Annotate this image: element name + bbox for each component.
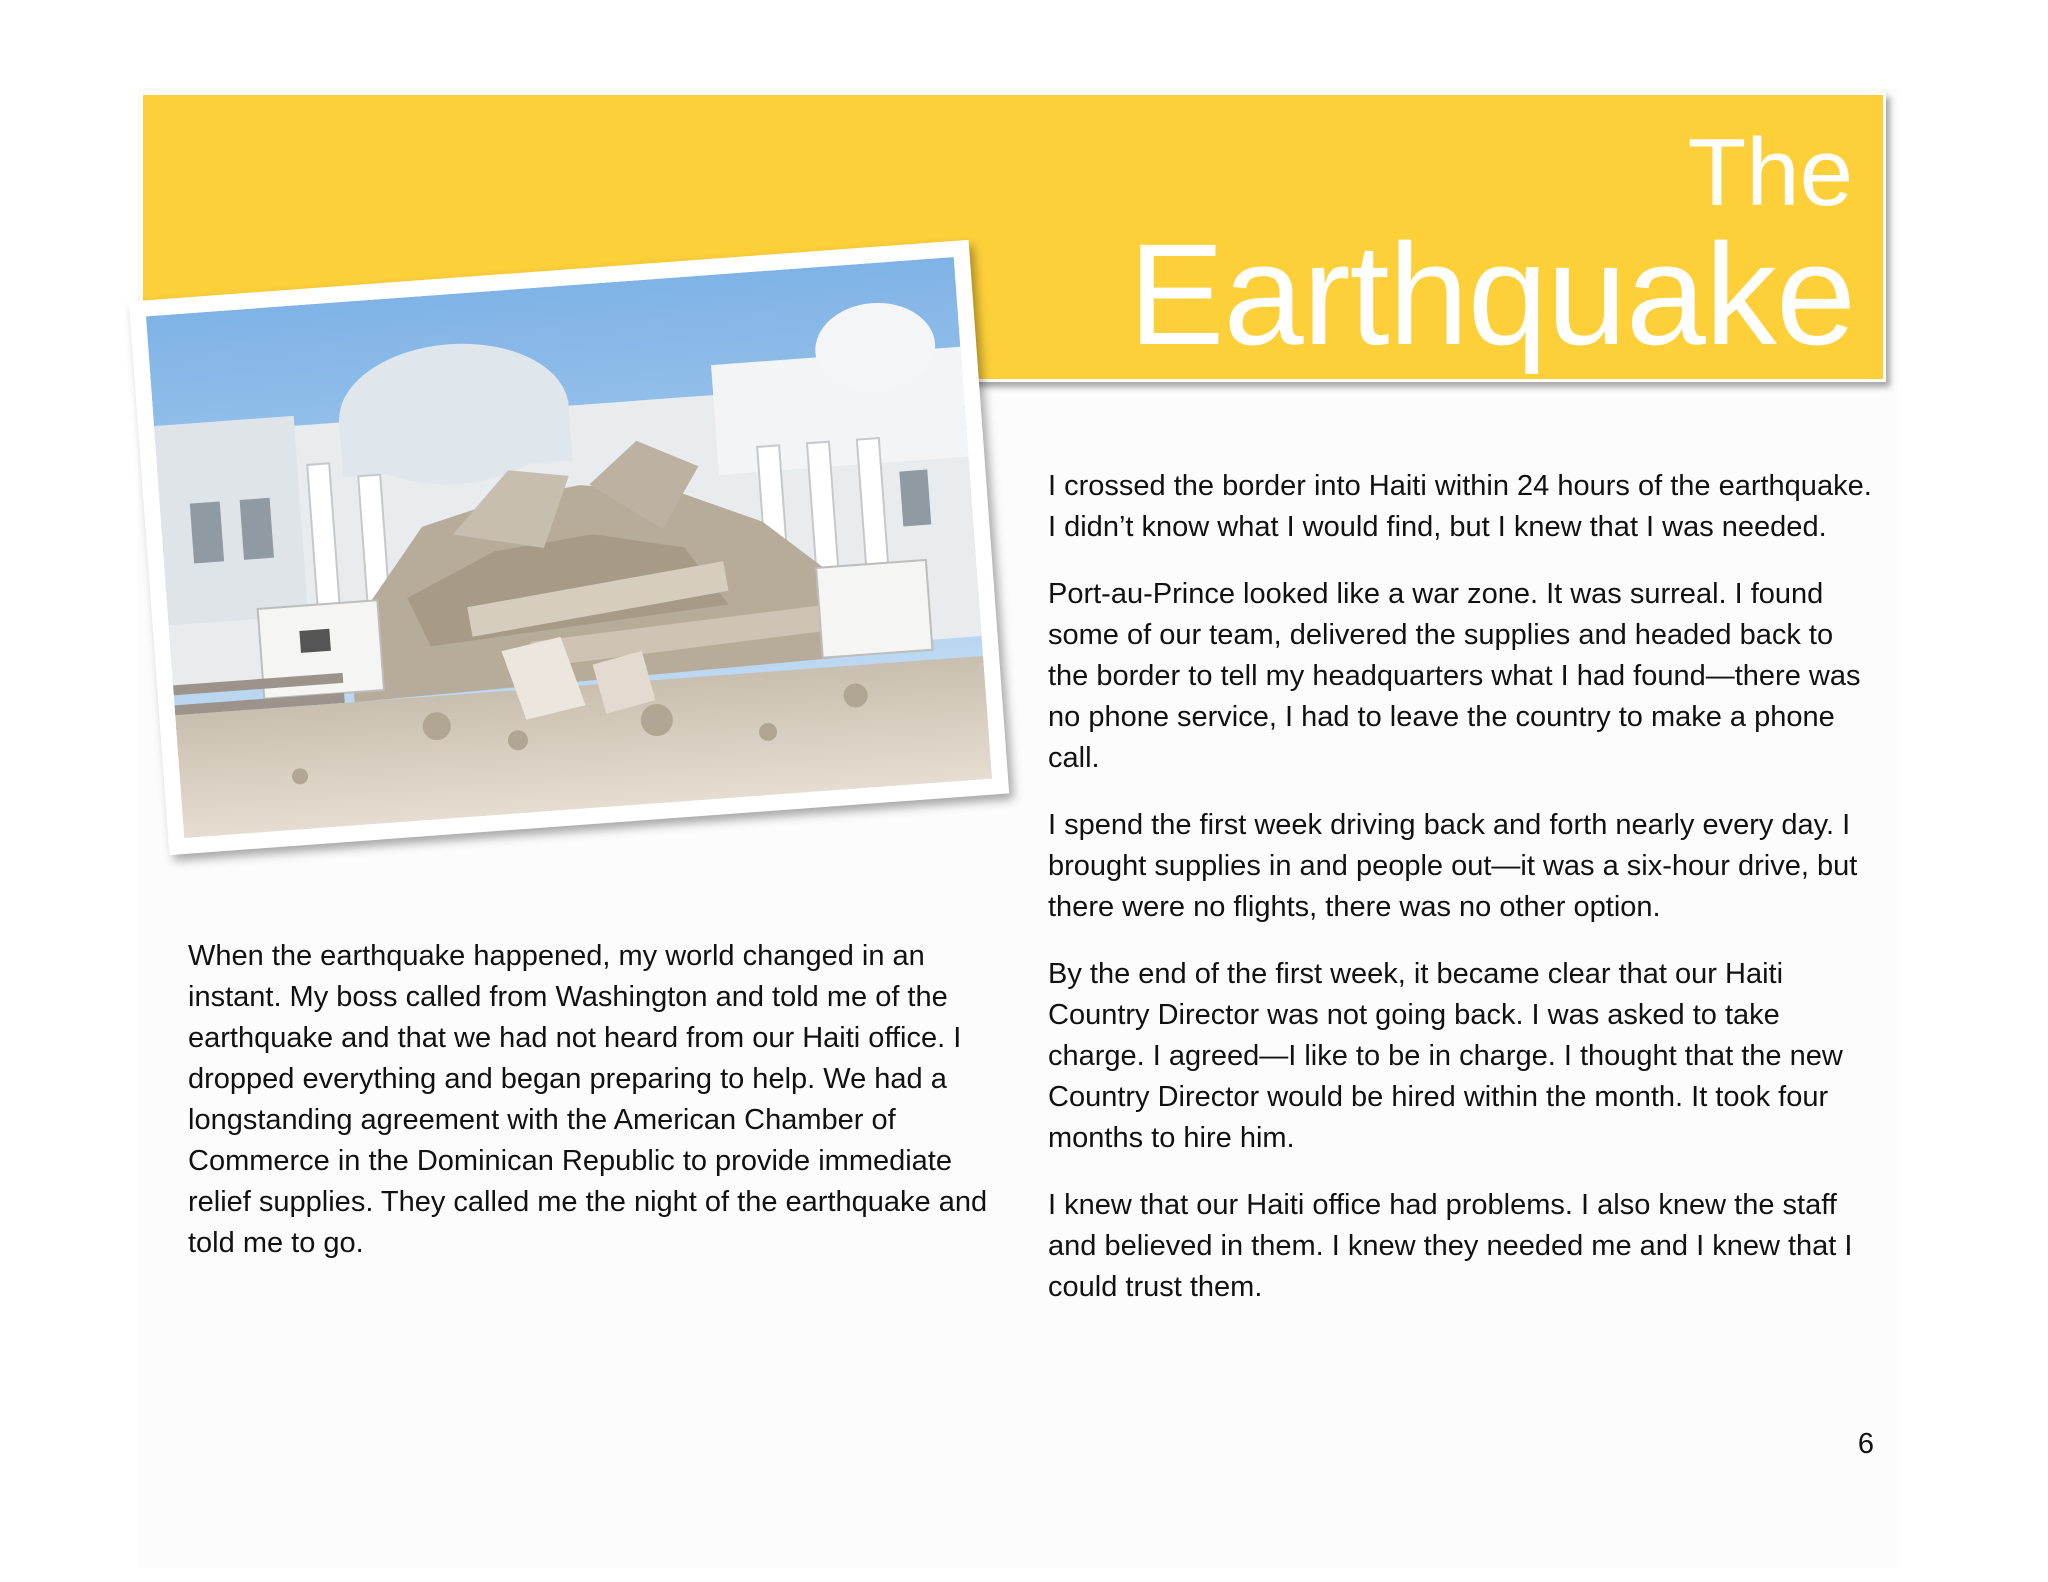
collapsed-building-photo-icon — [146, 257, 992, 838]
paragraph: I crossed the border into Haiti within 24 hours of the earthquake. I didn’t know what I would find, but I knew that I was needed. — [1048, 470, 1872, 543]
page-title-line1: The — [1687, 119, 1853, 226]
earthquake-photo — [129, 240, 1009, 855]
page-number: 6 — [1857, 1428, 1874, 1460]
paragraph: I knew that our Haiti office had problems. I also knew the staff and believed in them. I knew they needed me and I knew that I could trust them. — [1048, 1189, 1853, 1303]
page-title-line2: Earthquake — [1128, 214, 1855, 375]
paragraph: Port-au-Prince looked like a war zone. It was surreal. I found some of our team, delivered the supplies and headed back to the border to tell my headquarters what I had found—there was no phone service, I had to leave the country to make a phone call. — [1048, 578, 1861, 774]
right-column — [1048, 466, 1878, 1334]
left-column — [188, 936, 1018, 1290]
paragraph: When the earthquake happened, my world changed in an instant. My boss called from Washington and told me of the earthquake and that we had not heard from our Haiti office. I dropped everything and began preparing to help. We had a longstanding agreement with the American Chamber of Commerce in the Dominican Republic to provide immediate relief supplies. They called me the night of the earthquake and told me to go. — [188, 940, 988, 1259]
paragraph: By the end of the first week, it became clear that our Haiti Country Director was not going back. I was asked to take charge. I agreed—I like to be in charge. I thought that the new Country Director would be hired within the month. It took four months to hire him. — [1048, 958, 1843, 1154]
paragraph: I spend the first week driving back and forth nearly every day. I brought supplies in and people out—it was a six-hour drive, but there were no flights, there was no other option. — [1048, 809, 1858, 923]
